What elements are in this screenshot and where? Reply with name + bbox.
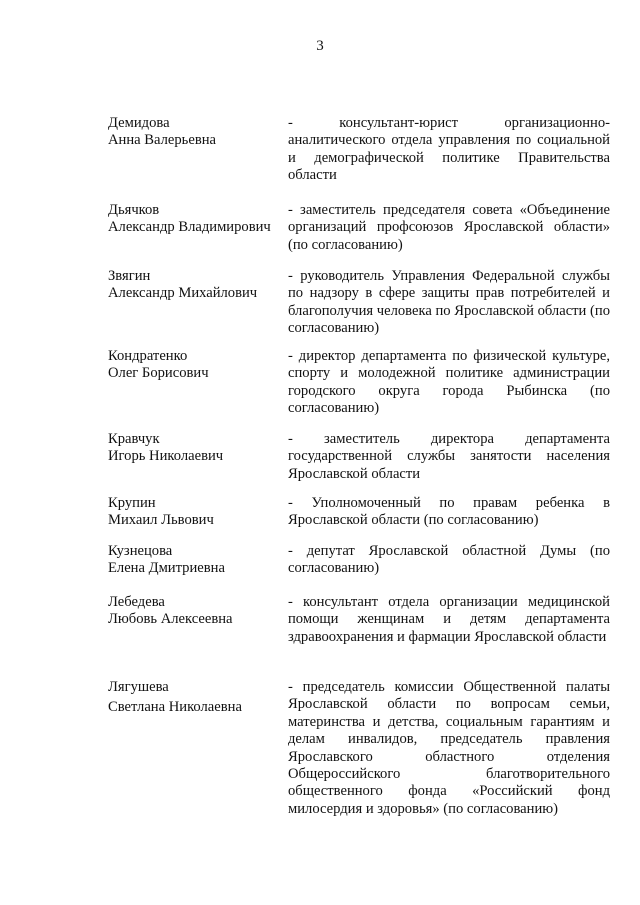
- member-name: [108, 679, 283, 717]
- member-surname: Лебедева: [108, 594, 165, 610]
- member-role: - директор департамента по физической культуре, спорту и молодежной политике администрации городского округа города Рыбинска (по согласованию): [288, 348, 610, 417]
- member-name: [108, 202, 283, 237]
- member-role: - консультант отдела организации медицинской помощи женщинам и детям департамента здравоохранения и фармации Ярославской области: [288, 594, 610, 645]
- member-given-names: Любовь Алексеевна: [108, 611, 233, 628]
- member-name: [108, 115, 283, 150]
- member-given-names: Анна Валерьевна: [108, 132, 216, 149]
- member-surname: Крупин: [108, 495, 156, 511]
- member-surname: Дьячков: [108, 202, 160, 218]
- member-surname: Кондратенко: [108, 348, 188, 364]
- member-role: - консультант-юрист организационно-аналитического отдела управления по социальной и демографической политике Правительства области: [288, 115, 610, 184]
- member-role: - заместитель председателя совета «Объединение организаций профсоюзов Ярославской области» (по согласованию): [288, 202, 610, 253]
- member-surname: Кравчук: [108, 431, 160, 447]
- member-given-names: Александр Михайлович: [108, 285, 258, 302]
- member-name: [108, 431, 283, 466]
- member-name: [108, 543, 283, 578]
- member-given-names: Светлана Николаевна: [108, 699, 242, 716]
- member-role: - Уполномоченный по правам ребенка в Ярославской области (по согласованию): [288, 495, 610, 529]
- member-given-names: Александр Владимирович: [108, 219, 271, 236]
- member-surname: Кузнецова: [108, 543, 173, 559]
- member-role: - заместитель директора департамента государственной службы занятости населения Ярославской области: [288, 431, 610, 482]
- member-name: [108, 348, 283, 383]
- member-given-names: Олег Борисович: [108, 365, 209, 382]
- page-number: 3: [316, 38, 324, 54]
- member-given-names: Елена Дмитриевна: [108, 560, 225, 577]
- member-role: - депутат Ярославской областной Думы (по согласованию): [288, 543, 610, 577]
- member-given-names: Игорь Николаевич: [108, 448, 224, 465]
- member-surname: Демидова: [108, 115, 170, 131]
- member-name: [108, 268, 283, 303]
- member-role: - руководитель Управления Федеральной службы по надзору в сфере защиты прав потребителей и благополучия человека по Ярославской области (по согласованию): [288, 268, 610, 337]
- member-surname: Звягин: [108, 268, 151, 284]
- member-surname: Лягушева: [108, 679, 169, 695]
- member-name: [108, 594, 283, 629]
- member-role: - председатель комиссии Общественной палаты Ярославской области по вопросам семьи, материнства и детства, социальным гарантиям и делам инвалидов, председатель правления Ярославского областного отделения Общероссийского благотворительного общественного фонда «Российский фонд милосердия и здоровья» (по согласованию): [288, 679, 610, 817]
- member-given-names: Михаил Львович: [108, 512, 214, 529]
- member-name: [108, 495, 283, 530]
